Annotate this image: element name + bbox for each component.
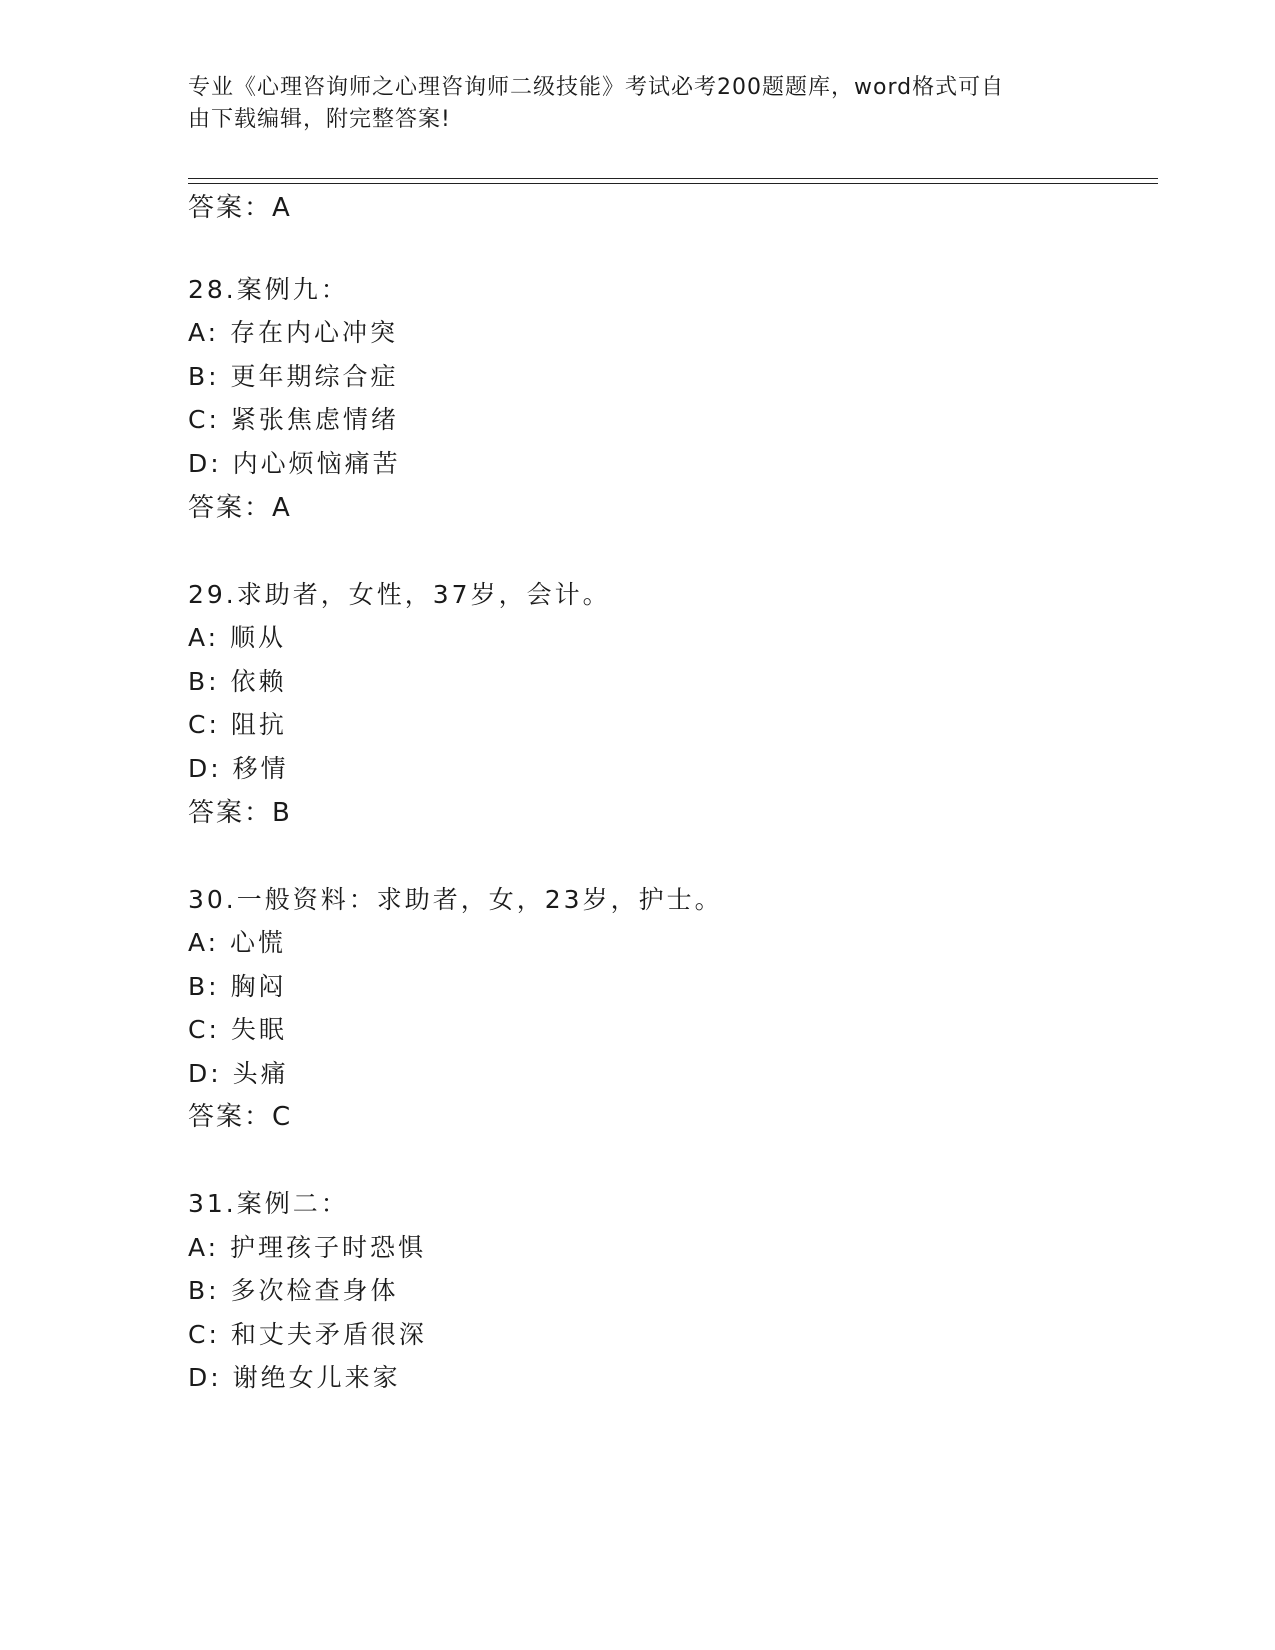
question-29-answer: 答案：B <box>188 798 292 828</box>
question-30-option-b: B: 胸闷 <box>188 972 287 1001</box>
question-30-answer: 答案：C <box>188 1102 293 1132</box>
question-28-stem: 28.案例九： <box>188 275 349 304</box>
question-30-option-d: D: 头痛 <box>188 1059 289 1088</box>
question-31-stem: 31.案例二： <box>188 1189 349 1218</box>
document-header <box>188 72 1088 136</box>
question-30-stem: 30.一般资料：求助者，女，23岁，护士。 <box>188 885 723 914</box>
question-31-option-d: D: 谢绝女儿来家 <box>188 1363 401 1392</box>
answer-previous: 答案：A <box>188 193 292 223</box>
question-28-option-b: B: 更年期综合症 <box>188 362 399 391</box>
question-31-option-c: C: 和丈夫矛盾很深 <box>188 1320 427 1349</box>
question-30-option-a: A: 心慌 <box>188 928 287 957</box>
question-29-stem: 29.求助者，女性，37岁，会计。 <box>188 580 611 609</box>
question-28-option-c: C: 紧张焦虑情绪 <box>188 405 399 434</box>
header-line-2: 由下载编辑，附完整答案! <box>188 107 451 132</box>
question-31-option-a: A: 护理孩子时恐惧 <box>188 1233 427 1262</box>
question-30-option-c: C: 失眠 <box>188 1015 287 1044</box>
question-28-answer: 答案：A <box>188 493 292 523</box>
question-31-option-b: B: 多次检查身体 <box>188 1276 399 1305</box>
header-divider-bottom <box>188 183 1158 184</box>
question-28-option-d: D: 内心烦恼痛苦 <box>188 449 401 478</box>
header-divider-top <box>188 178 1158 179</box>
question-29-option-c: C: 阻抗 <box>188 710 287 739</box>
question-29-option-d: D: 移情 <box>188 754 289 783</box>
question-29-option-b: B: 依赖 <box>188 667 287 696</box>
question-29-option-a: A: 顺从 <box>188 623 287 652</box>
question-28-option-a: A: 存在内心冲突 <box>188 318 399 347</box>
header-line-1: 专业《心理咨询师之心理咨询师二级技能》考试必考200题题库，word格式可自 <box>188 75 1005 100</box>
